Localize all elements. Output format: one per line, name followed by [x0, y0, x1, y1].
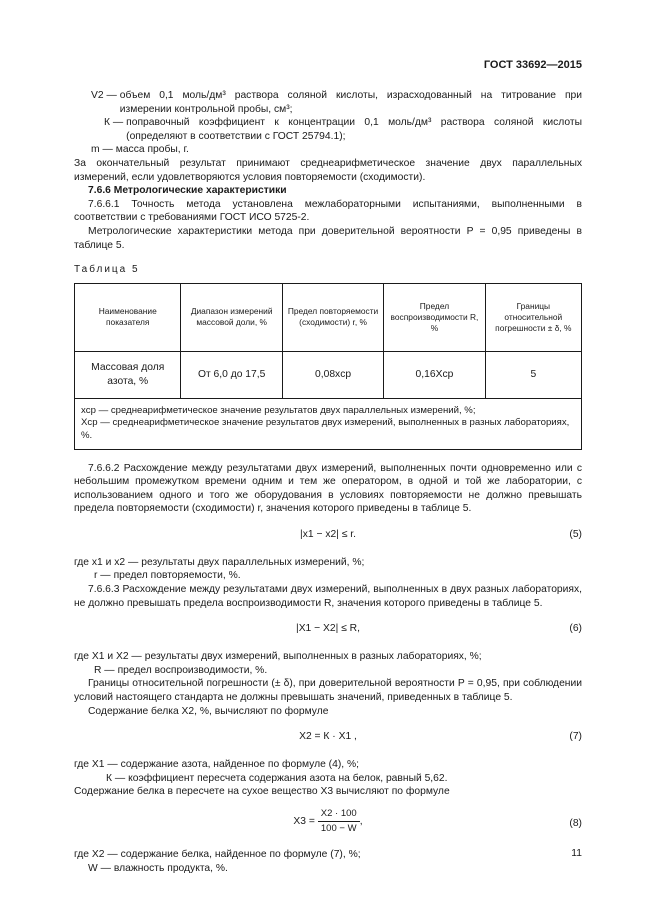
- definition-X1-X2: [74, 650, 582, 664]
- section-heading-766: 7.6.6 Метрологические характеристики: [88, 185, 287, 197]
- table-header-row: [75, 283, 582, 351]
- formula-tail: ,: [359, 816, 363, 828]
- definition-symbol: где X1 и X2 —: [74, 651, 142, 663]
- formula-expression: X2 = К · X1 ,: [299, 731, 357, 743]
- table-5: [74, 283, 582, 450]
- definition-text: содержание белка, найденное по формуле (7), %;: [120, 849, 361, 860]
- formula-fraction: [318, 808, 360, 835]
- definition-symbol: m —: [91, 144, 113, 156]
- definition-v2: [91, 89, 582, 116]
- table-header-cell: Наименование показателя: [75, 283, 181, 351]
- definition-text: влажность продукта, %.: [113, 862, 228, 874]
- definition-symbol: где X2 —: [74, 849, 118, 860]
- definition-text: объем 0,1 моль/дм³ раствора соляной кислоты, израсходованный на титрование при измерении контрольной пробы, см³;: [119, 90, 582, 115]
- definition-symbol: К —: [106, 772, 126, 784]
- definition-text: масса пробы, г.: [115, 144, 189, 156]
- definition-x1-x2: [74, 556, 582, 570]
- definition-R: [94, 664, 582, 678]
- formula-expression: |X1 − X2| ≤ R,: [296, 623, 360, 635]
- formula-8: [74, 806, 582, 840]
- definition-text: результаты двух параллельных измерений, %;: [141, 556, 365, 568]
- paragraph-final-result: За окончательный результат принимают среднеарифметическое значение двух параллельных измерений, если удовлетворяются условия повторяемости (сходимости).: [74, 157, 582, 183]
- definition-symbol: W —: [88, 862, 111, 874]
- paragraph-bounds: Границы относительной погрешности (± δ), при доверительной вероятности Р = 0,95, при соблюдении условий настоящего стандарта не должны превышать значений, приведенных в таблице 5.: [74, 678, 582, 704]
- paragraph-metrology: Метрологические характеристики метода при доверительной вероятности Р = 0,95 приведены в таблице 5.: [74, 225, 582, 251]
- table-header-cell: Предел воспроизводимости R, %: [384, 283, 485, 351]
- formula-denominator: 100 − W: [320, 823, 357, 834]
- definition-symbol: r —: [94, 570, 111, 582]
- definition-text: поправочный коэффициент к концентрации 0,1 моль/дм³ раствора соляной кислоты (определяют в соответствии с ГОСТ 25794.1);: [126, 117, 582, 142]
- table-cell: 0,16Xср: [384, 351, 485, 398]
- definition-K: [106, 772, 582, 786]
- formula-5: [74, 526, 582, 545]
- table-header-cell: Предел повторяемости (сходимости) r, %: [282, 283, 383, 351]
- formula-numerator: X2 · 100: [318, 808, 360, 822]
- formula-6: [74, 620, 582, 639]
- table-cell: 0,08xср: [282, 351, 383, 398]
- table-cell: От 6,0 до 17,5: [181, 351, 282, 398]
- definition-symbol: где x1 и x2 —: [74, 556, 139, 568]
- table-note-line: xср — среднеарифметическое значение результатов двух параллельных измерений, %;: [81, 404, 476, 416]
- table-note-row: [75, 398, 582, 449]
- page-header: ГОСТ 33692—2015: [483, 59, 582, 71]
- definition-text: результаты двух измерений, выполненных в разных лабораториях, %;: [144, 651, 482, 663]
- definition-symbol: К —: [104, 117, 124, 129]
- table-caption: Таблица 5: [74, 264, 140, 276]
- table-cell: 5: [485, 351, 581, 398]
- paragraph-7662: 7.6.6.2 Расхождение между результатами двух измерений, выполненных почти одновременно или с небольшим промежутком времени одним и тем же оператором, в одной и той же лаборатории, с использованием одного и того же оборудования в условиях повторяемости не должно превышать предела повторяемости (сходимости) r, значения которого приведены в таблице 5.: [74, 462, 582, 515]
- formula-number: (5): [569, 528, 582, 540]
- definition-r: [94, 569, 582, 583]
- formula-7: [74, 728, 582, 747]
- page-number: 11: [571, 848, 582, 859]
- definition-symbol: где X1 —: [74, 759, 118, 771]
- paragraph-7661: 7.6.6.1 Точность метода установлена межлабораторными испытаниями, выполненными в соответствии с требованиями ГОСТ ИСО 5725-2.: [74, 198, 582, 224]
- formula-expression: [74, 808, 582, 835]
- definition-W: [88, 862, 582, 876]
- definition-k: [104, 116, 582, 143]
- definition-X2: [74, 848, 582, 862]
- formula-number: (7): [569, 731, 582, 743]
- table-note: [75, 398, 582, 449]
- definition-text: коэффициент пересчета содержания азота на белок, равный 5,62.: [128, 772, 448, 784]
- table-cell: Массовая доля азота, %: [75, 351, 181, 398]
- table-row: [75, 351, 582, 398]
- page-content: [74, 89, 582, 875]
- definition-X1: [74, 758, 582, 772]
- formula-number: (8): [569, 818, 582, 829]
- definition-text: предел повторяемости, %.: [113, 570, 241, 582]
- table-header-cell: Диапазон измерений массовой доли, %: [181, 283, 282, 351]
- definition-text: предел воспроизводимости, %.: [117, 664, 268, 676]
- paragraph-7663: 7.6.6.3 Расхождение между результатами двух измерений, выполненных в двух разных лабораториях, не должно превышать предела воспроизводимости R, значения которого приведены в таблице 5.: [74, 584, 582, 609]
- definition-symbol: R —: [94, 664, 115, 676]
- formula-expression: |x1 − x2| ≤ r.: [300, 528, 356, 540]
- table-note-line: Xср — среднеарифметическое значение результатов двух измерений, выполненных в разных лабораториях, %.: [81, 417, 570, 441]
- definition-text: содержание азота, найденное по формуле (4), %;: [120, 759, 359, 771]
- paragraph-dry-matter: Содержание белка в пересчете на сухое вещество X3 вычисляют по формуле: [74, 786, 450, 798]
- definition-m: [91, 143, 582, 157]
- table-header-cell: Границы относительной погрешности ± δ, %: [485, 283, 581, 351]
- formula-number: (6): [569, 623, 582, 635]
- paragraph-protein: Содержание белка X2, %, вычисляют по формуле: [88, 705, 329, 717]
- definition-symbol: V2 —: [91, 90, 117, 101]
- formula-lhs: X3 =: [293, 816, 315, 828]
